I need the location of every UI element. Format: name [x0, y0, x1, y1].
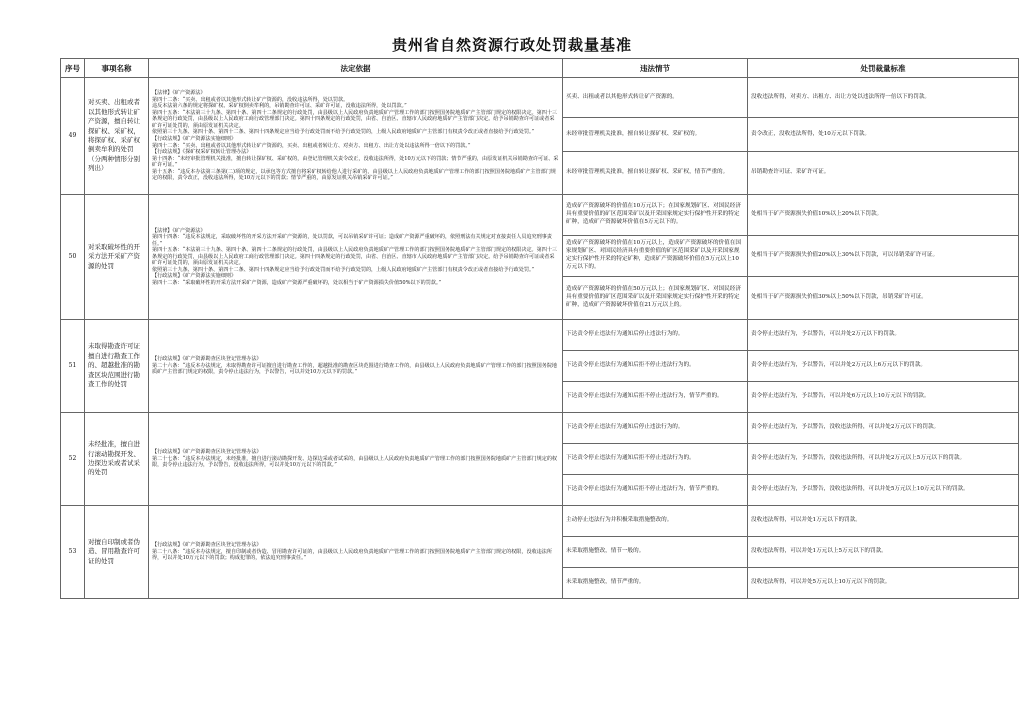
header-item-name: 事项名称: [85, 59, 149, 78]
row-circumstance: 买卖、出租或者以其他形式转让矿产资源的。: [563, 78, 748, 118]
legal-basis-paragraph: 【行政法规】《矿产资源勘查区块登记管理办法》: [152, 449, 262, 456]
row-penalty-standard: 吊销勘查许可证、采矿许可证。: [748, 152, 1019, 195]
page-title: 贵州省自然资源行政处罚裁量基准: [391, 36, 632, 54]
legal-basis-paragraph: 依照第三十九条、第四十条、第四十二条、第四十四条规定应当给予行政处罚而不给予行政处罚的，上级人民政府地质矿产主管部门有权责令改正或者直接给予行政处罚。”: [152, 129, 535, 136]
legal-basis-paragraph: 【行政法规】《矿产资源法实施细则》: [152, 136, 237, 142]
legal-basis-paragraph: 第四十二条：“采取破坏性的开采方法开采矿产资源，造成矿产资源严重破坏的，处以相当于矿产资源损失价值50%以下的罚款。”: [152, 279, 442, 286]
row-circumstance: 造成矿产资源破坏的价值在50万元以上；在国家规划矿区、对国民经济具有重要价值的矿区范围采矿以及开采国家规定实行保护性开采的特定矿种，造成矿产资源破坏价值在21万元以上的。: [563, 277, 748, 320]
row-penalty-standard: 没收违法所得，可以并处1万元以下的罚款。: [748, 506, 1019, 537]
row-seq: 50: [61, 195, 85, 320]
legal-basis-paragraph: 第四十五条：“本法第三十九条、第四十条、第四十二条规定的行政处罚，由县级以上人民政府负责地质矿产管理工作的部门按照国务院地质矿产主管部门规定的权限决定。第四十三条规定的行政处罚，由县级以上人民政府工商行政管理部门决定。第四十四条规定的行政处罚，由省、自治区、直辖市人民政府地质矿产主管部门决定。给予吊销勘查许可证或者采矿许可证处罚的，须由原发证机关决定。: [152, 247, 558, 267]
row-circumstance: 造成矿产资源破坏的价值在10万元以上，造成矿产资源破坏的价值在国家规划矿区、对国民经济具有重要价值的矿区范围采矿以及开采国家规定实行保护性开采的特定矿种，造成矿产资源破坏价值在5万元以上10万元以下的。: [563, 236, 748, 277]
row-penalty-standard: 责令改正，没收违法所得，处10万元以下罚款。: [748, 118, 1019, 152]
row-legal-basis: [149, 195, 563, 320]
row-circumstance: 下达责令停止违法行为通知后拒不停止违法行为的。: [563, 444, 748, 475]
legal-basis-paragraph: 第二十八条：“违反本办法规定，擅自印制或者伪造、冒用勘查许可证的，由县级以上人民政府负责地质矿产管理工作的部门按照国务院地质矿产主管部门规定的权限，没收违法所得，可以并处10万元以下的罚款；构成犯罪的，依法追究刑事责任。”: [152, 548, 552, 562]
row-seq: 51: [61, 320, 85, 413]
legal-basis-paragraph: 第四十二条：“买卖、出租或者以其他形式转让矿产资源的，买卖、出租或者转让方、对卖方、出租方、出让方处以违法所得一倍以下的罚款。”: [152, 142, 471, 149]
legal-basis-paragraph: 【法律】《矿产资源法》: [152, 90, 206, 97]
row-item-name: 对买卖、出租或者以其他形式转让矿产资源，擅自转让探矿权、采矿权，将探矿权、采矿权倒卖牟利的处罚（分两种情形分别列出）: [85, 78, 149, 195]
row-circumstance: 造成矿产资源破坏的价值在10万元以下；在国家规划矿区、对国民经济具有重要价值的矿区范围采矿以及开采国家规定实行保护性开采的特定矿种，造成矿产资源破坏价值在5万元以下的。: [563, 195, 748, 236]
legal-basis-paragraph: 【行政法规】《矿产资源勘查区块登记管理办法》: [152, 356, 262, 363]
penalty-table: [60, 58, 1019, 599]
header-row: [61, 59, 1019, 78]
row-penalty-standard: 处相当于矿产资源损失价值10%以上20%以下罚款。: [748, 195, 1019, 236]
header-legal-basis: 法定依据: [149, 59, 563, 78]
row-penalty-standard: 责令停止违法行为，予以警告，没收违法所得，可以并处5万元以上10万元以下的罚款。: [748, 475, 1019, 506]
row-penalty-standard: 责令停止违法行为，予以警告，可以并处2万元以下的罚款。: [748, 320, 1019, 351]
row-circumstance: 未采取措施整改，情节严重的。: [563, 568, 748, 599]
row-penalty-standard: 责令停止违法行为，予以警告，没收违法所得，可以并处2万元以下的罚款。: [748, 413, 1019, 444]
row-circumstance: 主动停止违法行为并积极采取措施整改的。: [563, 506, 748, 537]
legal-basis-paragraph: 【法律】《矿产资源法》: [152, 227, 206, 234]
row-legal-basis: [149, 320, 563, 413]
row-seq: 49: [61, 78, 85, 195]
legal-basis-paragraph: 【行政法规】《矿产资源勘查区块登记管理办法》: [152, 542, 262, 549]
row-circumstance: 未经审批管理机关批准，擅自转让探矿权、采矿权的。: [563, 118, 748, 152]
row-circumstance: 下达责令停止违法行为通知后停止违法行为的。: [563, 413, 748, 444]
row-seq: 52: [61, 413, 85, 506]
row-seq: 53: [61, 506, 85, 599]
row-circumstance: 下达责令停止违法行为通知后停止违法行为的。: [563, 320, 748, 351]
row-circumstance: 未采取措施整改，情节一般的。: [563, 537, 748, 568]
row-legal-basis: [149, 413, 563, 506]
table-row: [61, 78, 1019, 118]
legal-basis-paragraph: 第二十六条：“违反本办法规定，未取得勘查许可证擅自进行勘查工作的，超越批准的勘查区块范围进行勘查工作的，由县级以上人民政府负责地质矿产管理工作的部门按照国务院地质矿产主管部门规定的权限，责令停止违法行为，予以警告，可以并处10万元以下的罚款。”: [152, 362, 558, 376]
row-penalty-standard: 责令停止违法行为，予以警告，可以并处6万元以上10万元以下的罚款。: [748, 382, 1019, 413]
row-circumstance: 下达责令停止违法行为通知后拒不停止违法行为，情节严重的。: [563, 475, 748, 506]
header-seq: 序号: [61, 59, 85, 78]
legal-basis-paragraph: 第四十五条：“本法第三十九条、第四十条、第四十二条规定的行政处罚，由县级以上人民政府负责地质矿产管理工作的部门按照国务院地质矿产主管部门规定的权限决定。第四十三条规定的行政处罚，由县级以上人民政府工商行政管理部门决定。第四十四条规定的行政处罚，由省、自治区、直辖市人民政府地质矿产主管部门决定。给予吊销勘查许可证或者采矿许可证处罚的，须由原发证机关决定。: [152, 109, 558, 129]
row-item-name: 对擅自印制或者伪造、冒用勘查许可证的处罚: [85, 506, 149, 599]
legal-basis-paragraph: 违反本法第六条的规定将探矿权、采矿权倒卖牟利的，吊销勘查许可证、采矿许可证，没收违法所得，处以罚款。”: [152, 103, 407, 110]
table-row: [61, 320, 1019, 351]
header-standard: 处罚裁量标准: [748, 59, 1019, 78]
row-item-name: 未取得勘查许可证擅自进行勘查工作的、超越批准的勘查区块范围进行勘查工作的处罚: [85, 320, 149, 413]
legal-basis-paragraph: 【行政法规】《矿产资源法实施细则》: [152, 273, 237, 280]
row-penalty-standard: 没收违法所得，对卖方、出租方、出让方处以违法所得一倍以下的罚款。: [748, 78, 1019, 118]
row-penalty-standard: 责令停止违法行为，予以警告，没收违法所得，可以并处2万元以上5万元以下的罚款。: [748, 444, 1019, 475]
legal-basis-paragraph: 第四十二条：“买卖、出租或者以其他形式转让矿产资源的，没收违法所得，处以罚款。: [152, 96, 349, 103]
row-legal-basis: [149, 78, 563, 195]
table-body: [61, 78, 1019, 599]
row-item-name: 对采取破坏性的开采方法开采矿产资源的处罚: [85, 195, 149, 320]
legal-basis-paragraph: 【行政法规】《探矿权采矿权转让管理办法》: [152, 149, 252, 156]
legal-basis-paragraph: 第二十七条：“违反本办法规定，未经批准，擅自进行滚动勘探开发、边探边采或者试采的，由县级以上人民政府负责地质矿产管理工作的部门按照国务院地质矿产主管部门规定的权限，责令停止违法行为，予以警告，没收违法所得，可以并处10万元以下的罚款。”: [152, 455, 558, 469]
row-penalty-standard: 责令停止违法行为，予以警告，可以并处2万元以上6万元以下的罚款。: [748, 351, 1019, 382]
row-circumstance: 未经审批管理机关批准，擅自转让探矿权、采矿权，情节严重的。: [563, 152, 748, 195]
row-penalty-standard: 处相当于矿产资源损失价值30%以上50%以下罚款，吊销采矿许可证。: [748, 277, 1019, 320]
row-penalty-standard: 没收违法所得，可以并处5万元以上10万元以下的罚款。: [748, 568, 1019, 599]
table-row: [61, 413, 1019, 444]
row-circumstance: 下达责令停止违法行为通知后拒不停止违法行为，情节严重的。: [563, 382, 748, 413]
legal-basis-paragraph: 第四十四条：“违反本法规定，采取破坏性的开采方法开采矿产资源的，处以罚款，可以吊销采矿许可证；造成矿产资源严重破坏的，依照刑法有关规定对直接责任人员追究刑事责任。”: [152, 234, 552, 247]
row-penalty-standard: 处相当于矿产资源损失价值20%以上30%以下罚款，可以吊销采矿许可证。: [748, 236, 1019, 277]
header-circumstance: 违法情节: [563, 59, 748, 78]
table-row: [61, 506, 1019, 537]
row-circumstance: 下达责令停止违法行为通知后拒不停止违法行为的。: [563, 351, 748, 382]
row-penalty-standard: 没收违法所得，可以并处1万元以上5万元以下的罚款。: [748, 537, 1019, 568]
table-row: [61, 195, 1019, 236]
row-item-name: 未经批准，擅自进行滚动勘探开发、边探边采或者试采的处罚: [85, 413, 149, 506]
legal-basis-paragraph: 第十五条：“违反本办法第三条第(二)项的规定，以承包等方式擅自将采矿权转给他人进行采矿的，由县级以上人民政府负责地质矿产管理工作的部门按照国务院地质矿产主管部门规定的权限，责令改正，没收违法所得，处10万元以下的罚款；情节严重的，由原发证机关吊销采矿许可证。”: [152, 168, 556, 182]
legal-basis-paragraph: 依照第三十九条、第四十条、第四十二条、第四十四条规定应当给予行政处罚而不给予行政处罚的，上级人民政府地质矿产主管部门有权责令改正或者直接给予行政处罚。”: [152, 266, 535, 273]
row-legal-basis: [149, 506, 563, 599]
legal-basis-paragraph: 第十四条：“未经审批管理机关批准，擅自转让探矿权、采矿权的，由登记管理机关责令改正，没收违法所得，处10万元以下的罚款；情节严重的，由原发证机关吊销勘查许可证、采矿许可证。”: [152, 155, 559, 169]
